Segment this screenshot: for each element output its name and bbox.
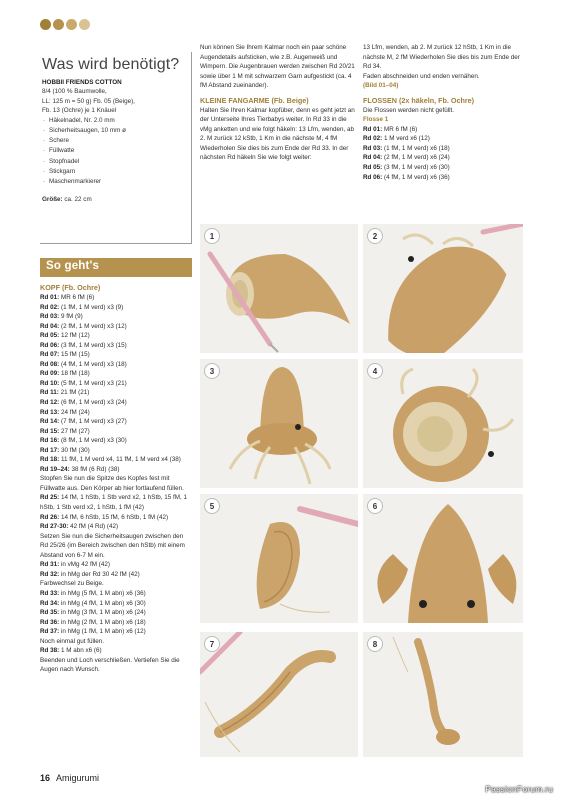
- round-text: in hMg (2 fM, 1 M abn) x6 (18): [61, 618, 146, 626]
- continued-paragraph: Faden abschneiden und enden vernähen.: [363, 72, 480, 80]
- yarn-dot-1: [40, 19, 51, 30]
- round-instruction: [40, 493, 192, 512]
- round-instruction: [40, 369, 192, 379]
- round-list: [363, 125, 523, 182]
- round-instruction: [40, 408, 192, 418]
- round-instruction: [40, 398, 192, 408]
- round-text: 9 fM (9): [61, 313, 83, 321]
- step-number: 6: [367, 498, 383, 514]
- materials-item: · Maschenmarkierer: [42, 177, 185, 187]
- round-label: Rd 05:: [40, 332, 60, 340]
- round-instruction: [40, 455, 192, 465]
- round-text: 42 fM (4 Rd) (42): [70, 523, 119, 531]
- round-instruction: [40, 322, 192, 332]
- continued-paragraph: 13 Lfm, wenden, ab 2. M zurück 12 hStb, 1 Km in die nächste M, 2 fM Wiederholen Sie dies bis zum Ende der Rd 34.: [363, 44, 520, 71]
- round-instruction: [40, 379, 192, 389]
- round-instruction: [363, 134, 523, 144]
- yarn-dot-4: [79, 19, 90, 30]
- round-instruction: [40, 331, 192, 341]
- yarn-detail: 8/4 (100 % Baumwolle,: [42, 88, 107, 95]
- round-label: Rd 32:: [40, 570, 60, 578]
- magazine-name: Amigurumi: [56, 773, 100, 783]
- yarn-color-dots: [40, 19, 90, 30]
- instruction-note: Noch einmal gut füllen.: [40, 637, 105, 645]
- round-instruction: [40, 427, 192, 437]
- round-text: 15 fM (15): [61, 351, 90, 359]
- round-instruction: [363, 163, 523, 173]
- section-heading: [363, 96, 523, 106]
- round-text: (2 fM, 1 M verd) x3 (12): [61, 322, 127, 330]
- round-instruction: [40, 341, 192, 351]
- step-photo-8: [363, 632, 523, 757]
- round-list: [40, 646, 192, 656]
- round-text: 38 fM (6 Rd) (38): [71, 465, 120, 473]
- round-instruction: [40, 599, 192, 609]
- round-instruction: [40, 303, 192, 313]
- round-instruction: [40, 465, 192, 475]
- size-value: ca. 22 cm: [64, 196, 92, 204]
- round-label: Rd 34:: [40, 599, 60, 607]
- materials-item: · Sicherheitsaugen, 10 mm ø: [42, 126, 185, 136]
- round-text: (5 fM, 1 M verd) x3 (21): [61, 379, 127, 387]
- round-label: Rd 15:: [40, 427, 60, 435]
- round-text: (4 fM, 1 M verd) x6 (36): [384, 173, 450, 181]
- round-instruction: [363, 153, 523, 163]
- materials-title: Was wird benötigt?: [42, 56, 180, 73]
- round-label: Rd 35:: [40, 609, 60, 617]
- materials-item: · Stopfnadel: [42, 157, 185, 167]
- section-title: FLOSSEN: [363, 95, 397, 105]
- section-heading: [40, 283, 192, 293]
- round-label: Rd 26:: [40, 513, 60, 521]
- round-instruction: [40, 646, 192, 656]
- round-label: Rd 05:: [363, 164, 383, 172]
- step-number: 4: [367, 363, 383, 379]
- round-label: Rd 25:: [40, 494, 60, 502]
- materials-list: [42, 116, 185, 187]
- round-list: [40, 560, 192, 579]
- section-note: (2x häkeln, Fb. Ochre): [398, 95, 475, 105]
- round-label: Rd 09:: [40, 370, 60, 378]
- round-label: Rd 14:: [40, 418, 60, 426]
- step-photo-1: [200, 224, 358, 353]
- round-instruction: [40, 360, 192, 370]
- instruction-note: Stopfen Sie nun die Spitze des Kopfes fest mit Füllwatte aus. Den Körper ab hier fortlaufend füllen.: [40, 475, 184, 492]
- page-number: 16: [40, 773, 51, 783]
- round-label: Rd 12:: [40, 399, 60, 407]
- materials-box: [40, 52, 192, 244]
- step-photo-4: [363, 359, 523, 488]
- step-number: 7: [204, 636, 220, 652]
- round-text: in hMg (1 fM, 1 M abn) x6 (12): [61, 628, 146, 636]
- round-label: Rd 03:: [40, 313, 60, 321]
- round-text: (8 fM, 1 M verd) x3 (30): [61, 437, 127, 445]
- step-number: 1: [204, 228, 220, 244]
- round-text: 14 fM, 6 hStb, 15 fM, 6 hStb, 1 fM (42): [61, 513, 169, 521]
- round-text: in vMg 42 fM (42): [61, 561, 110, 569]
- round-text: (7 fM, 1 M verd) x3 (27): [61, 418, 127, 426]
- round-instruction: [40, 446, 192, 456]
- round-instruction: [40, 570, 192, 580]
- round-text: in hMg (4 fM, 1 M abn) x6 (30): [61, 599, 146, 607]
- round-text: (1 fM, 1 M verd) x6 (18): [384, 144, 450, 152]
- round-label: Rd 33:: [40, 589, 60, 597]
- round-list: [40, 493, 192, 531]
- round-text: 1 M abn x6 (6): [61, 647, 102, 655]
- round-text: (6 fM, 1 M verd) x3 (24): [61, 399, 127, 407]
- yarn-detail: LL: 125 m = 50 g) Fb. 05 (Beige),: [42, 97, 135, 105]
- instruction-note: Beenden und Loch verschließen. Vertiefen Sie die Augen nach Wunsch.: [40, 656, 180, 674]
- page-footer: [40, 773, 99, 783]
- round-label: Rd 07:: [40, 351, 60, 359]
- round-instruction: [40, 417, 192, 427]
- size-line: [42, 196, 185, 203]
- column-head-instructions: [40, 283, 192, 675]
- materials-item: · Füllwatte: [42, 146, 185, 156]
- round-text: in hMg (5 fM, 1 M abn) x6 (36): [61, 589, 146, 597]
- yarn-dot-2: [53, 19, 64, 30]
- column-fins: [363, 43, 523, 182]
- round-label: Rd 31:: [40, 561, 60, 569]
- round-instruction: [40, 513, 192, 523]
- round-label: Rd 06:: [363, 173, 383, 181]
- round-text: in hMg der Rd 30 42 fM (42): [61, 570, 140, 578]
- round-text: 18 fM (18): [61, 370, 90, 378]
- round-label: Rd 04:: [40, 322, 60, 330]
- section-description: Die Flossen werden nicht gefüllt.: [363, 106, 455, 114]
- round-label: Rd 02:: [363, 135, 383, 143]
- column-tentacles: [200, 43, 356, 163]
- round-instruction: [40, 589, 192, 599]
- round-instruction: [363, 173, 523, 183]
- instruction-note: Setzen Sie nun die Sicherheitsaugen zwischen den Rd 25/26 (im Bereich zwischen den hStb) mit einem Abstand von 6-7 M ein.: [40, 532, 185, 559]
- round-text: 14 fM, 1 hStb, 1 Stb verd x2, 1 hStb, 15 fM, 1 hStb, 1 Stb verd x2, 1 hStb, 1 fM (42): [40, 494, 188, 512]
- step-number: 3: [204, 363, 220, 379]
- materials-item: · Häkelnadel, Nr. 2.0 mm: [42, 116, 185, 126]
- step-photo-6: [363, 494, 523, 623]
- round-label: Rd 37:: [40, 628, 60, 636]
- yarn-detail: Fb. 13 (Ochre) je 1 Knäuel: [42, 107, 117, 115]
- round-instruction: [40, 293, 192, 303]
- image-reference: (Bild 01–04): [363, 82, 399, 90]
- round-instruction: [363, 125, 523, 135]
- round-text: (2 fM, 1 M verd) x6 (24): [384, 154, 450, 162]
- round-text: 11 fM, 1 M verd x4, 11 fM, 1 M verd x4 (38): [61, 456, 181, 464]
- round-label: Rd 19–24:: [40, 465, 70, 473]
- step-number: 8: [367, 636, 383, 652]
- section-note: (Fb. Beige): [271, 95, 309, 105]
- step-photo-7: [200, 632, 358, 757]
- section-title: KOPF: [40, 283, 60, 292]
- round-text: 12 fM (12): [61, 332, 90, 340]
- yarn-dot-3: [66, 19, 77, 30]
- yarn-brand: HOBBII FRIENDS COTTON: [42, 79, 122, 86]
- round-instruction: [40, 388, 192, 398]
- step-number: 2: [367, 228, 383, 244]
- round-text: (4 fM, 1 M verd) x3 (18): [61, 360, 127, 368]
- round-label: Rd 27-30:: [40, 523, 69, 531]
- round-instruction: [40, 522, 192, 532]
- section-title: KLEINE FANGARME: [200, 95, 270, 105]
- section-note: (Fb. Ochre): [61, 283, 101, 292]
- round-label: Rd 04:: [363, 154, 383, 162]
- body-paragraph: Wiederholen Sie dies bis zum Ende der Rd 33. In der nächsten Rd häkeln Sie wie folgt weiter:: [200, 144, 349, 162]
- round-instruction: [40, 608, 192, 618]
- site-watermark: PassionForum.ru: [485, 784, 553, 794]
- step-photo-5: [200, 494, 358, 623]
- round-text: (1 fM, 1 M verd) x3 (9): [61, 303, 124, 311]
- round-label: Rd 01:: [363, 125, 383, 133]
- size-label: Größe:: [42, 196, 63, 204]
- round-instruction: [40, 618, 192, 628]
- instruction-note: Farbwechsel zu Beige.: [40, 580, 104, 588]
- round-label: Rd 03:: [363, 144, 383, 152]
- round-label: Rd 08:: [40, 360, 60, 368]
- round-label: Rd 38:: [40, 647, 60, 655]
- round-label: Rd 02:: [40, 303, 60, 311]
- round-instruction: [40, 436, 192, 446]
- step-photo-3: [200, 359, 358, 488]
- step-photo-2: [363, 224, 523, 353]
- round-text: 24 fM (24): [61, 408, 90, 416]
- round-text: 27 fM (27): [61, 427, 90, 435]
- instructions-banner: So geht's: [40, 258, 192, 277]
- intro-paragraph: Nun können Sie Ihrem Kalmar noch ein paar schöne Augendetails aufsticken, wie z.B. Augenweiß und Wimpern. Die Augenbrauen werden zwischen Rd 20/21 sowie über 1 M mit schwarzem Garn aufgestickt (ca. 4 fM Abstand zueinander).: [200, 44, 355, 90]
- step-number: 5: [204, 498, 220, 514]
- round-label: Rd 36:: [40, 618, 60, 626]
- round-label: Rd 06:: [40, 341, 60, 349]
- round-text: 30 fM (30): [61, 446, 90, 454]
- round-list: [40, 589, 192, 637]
- round-text: (3 fM, 1 M verd) x6 (30): [384, 164, 450, 172]
- round-text: MR 6 fM (6): [384, 125, 418, 133]
- round-label: Rd 18:: [40, 456, 60, 464]
- round-instruction: [40, 312, 192, 322]
- round-text: 1 M verd x6 (12): [384, 135, 430, 143]
- round-label: Rd 16:: [40, 437, 60, 445]
- body-paragraph: Halten Sie Ihren Kalmar kopfüber, denn es geht jetzt an der Unterseite Ihres Tierbabys weiter. In Rd 33 in die vMg anketten und wie folgt häkeln: 13 Lfm, wenden, ab 2. M zurück 12 kStb, 1 Km in die nächste M, 4 fM: [200, 106, 355, 143]
- round-instruction: [363, 144, 523, 154]
- section-heading: [200, 96, 356, 106]
- round-text: MR 6 fM (6): [61, 294, 95, 301]
- round-label: Rd 17:: [40, 446, 60, 454]
- round-instruction: [40, 627, 192, 637]
- subsection-title: Flosse 1: [363, 116, 389, 124]
- round-list: [40, 293, 192, 474]
- round-label: Rd 01:: [40, 294, 60, 301]
- round-label: Rd 13:: [40, 408, 60, 416]
- round-text: 21 fM (21): [60, 389, 90, 397]
- round-instruction: [40, 350, 192, 360]
- round-text: (3 fM, 1 M verd) x3 (15): [61, 341, 127, 349]
- round-label: Rd 10:: [40, 379, 60, 387]
- round-text: in hMg (3 fM, 1 M abn) x6 (24): [61, 609, 146, 617]
- round-instruction: [40, 560, 192, 570]
- materials-item: · Stickgarn: [42, 167, 185, 177]
- round-label: Rd 11:: [40, 389, 59, 397]
- materials-item: · Schere: [42, 136, 185, 146]
